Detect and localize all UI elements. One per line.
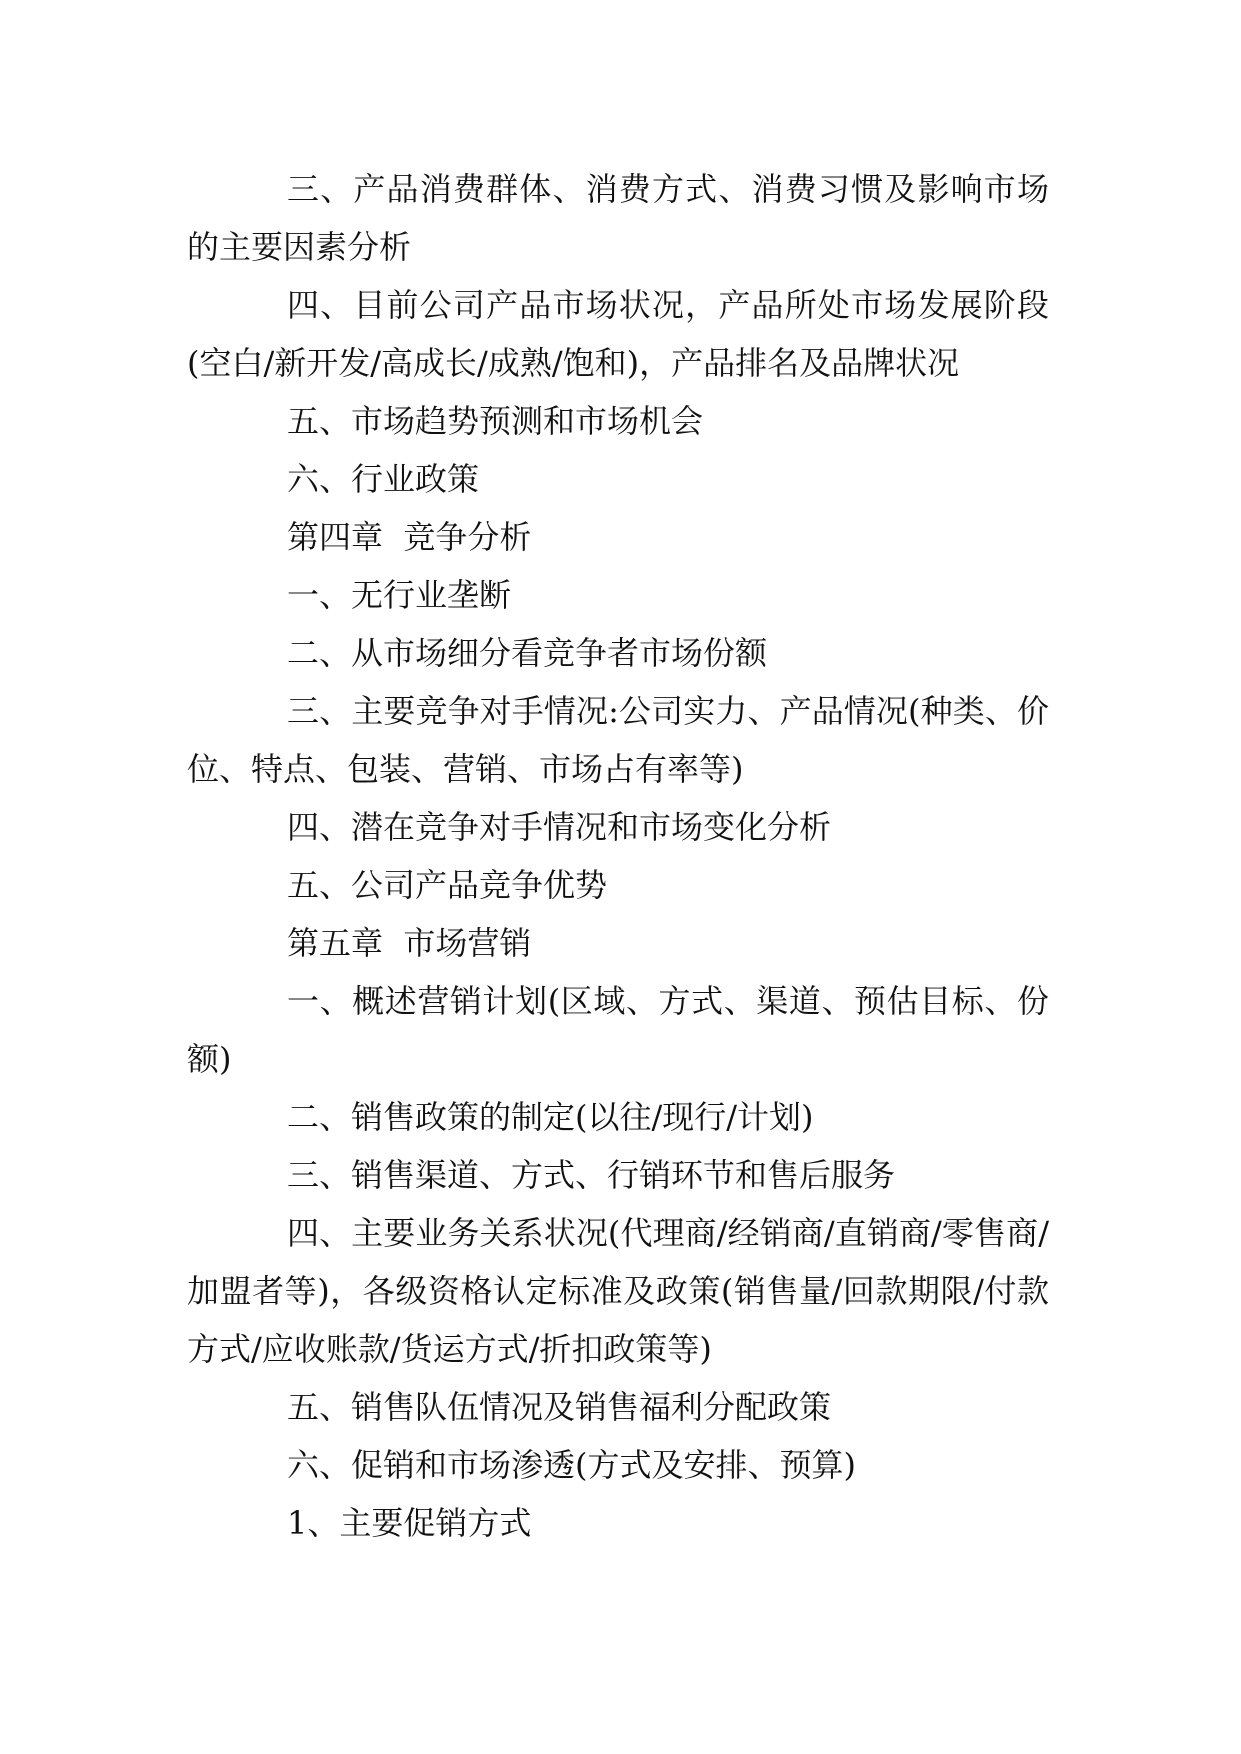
paragraph: 一、无行业垄断 bbox=[287, 576, 512, 614]
paragraph: 二、从市场细分看竞争者市场份额 bbox=[287, 634, 768, 672]
paragraph: 五、公司产品竞争优势 bbox=[287, 866, 608, 904]
paragraph: 六、促销和市场渗透(方式及安排、预算) bbox=[287, 1446, 856, 1484]
chapter-heading: 第四章 竞争分析 bbox=[287, 518, 532, 556]
paragraph: 一、概述营销计划(区域、方式、渠道、预估目标、份额) bbox=[187, 982, 1049, 1078]
paragraph: 五、销售队伍情况及销售福利分配政策 bbox=[287, 1388, 832, 1426]
chapter-heading: 第五章 市场营销 bbox=[287, 924, 532, 962]
paragraph: 四、目前公司产品市场状况，产品所处市场发展阶段(空白/新开发/高成长/成熟/饱和)，产品排名及品牌状况 bbox=[187, 286, 1049, 382]
paragraph: 三、销售渠道、方式、行销环节和售后服务 bbox=[287, 1156, 896, 1194]
paragraph: 三、主要竞争对手情况:公司实力、产品情况(种类、价位、特点、包装、营销、市场占有率等) bbox=[187, 692, 1049, 788]
paragraph: 四、主要业务关系状况(代理商/经销商/直销商/零售商/加盟者等)，各级资格认定标准及政策(销售量/回款期限/付款方式/应收账款/货运方式/折扣政策等) bbox=[187, 1214, 1049, 1368]
paragraph: 四、潜在竞争对手情况和市场变化分析 bbox=[287, 808, 832, 846]
document-body bbox=[187, 160, 1049, 1552]
paragraph: 1、主要促销方式 bbox=[287, 1504, 532, 1542]
paragraph: 六、行业政策 bbox=[287, 460, 480, 498]
paragraph: 三、产品消费群体、消费方式、消费习惯及影响市场的主要因素分析 bbox=[187, 170, 1049, 266]
paragraph: 二、销售政策的制定(以往/现行/计划) bbox=[287, 1098, 814, 1136]
paragraph: 五、市场趋势预测和市场机会 bbox=[287, 402, 704, 440]
